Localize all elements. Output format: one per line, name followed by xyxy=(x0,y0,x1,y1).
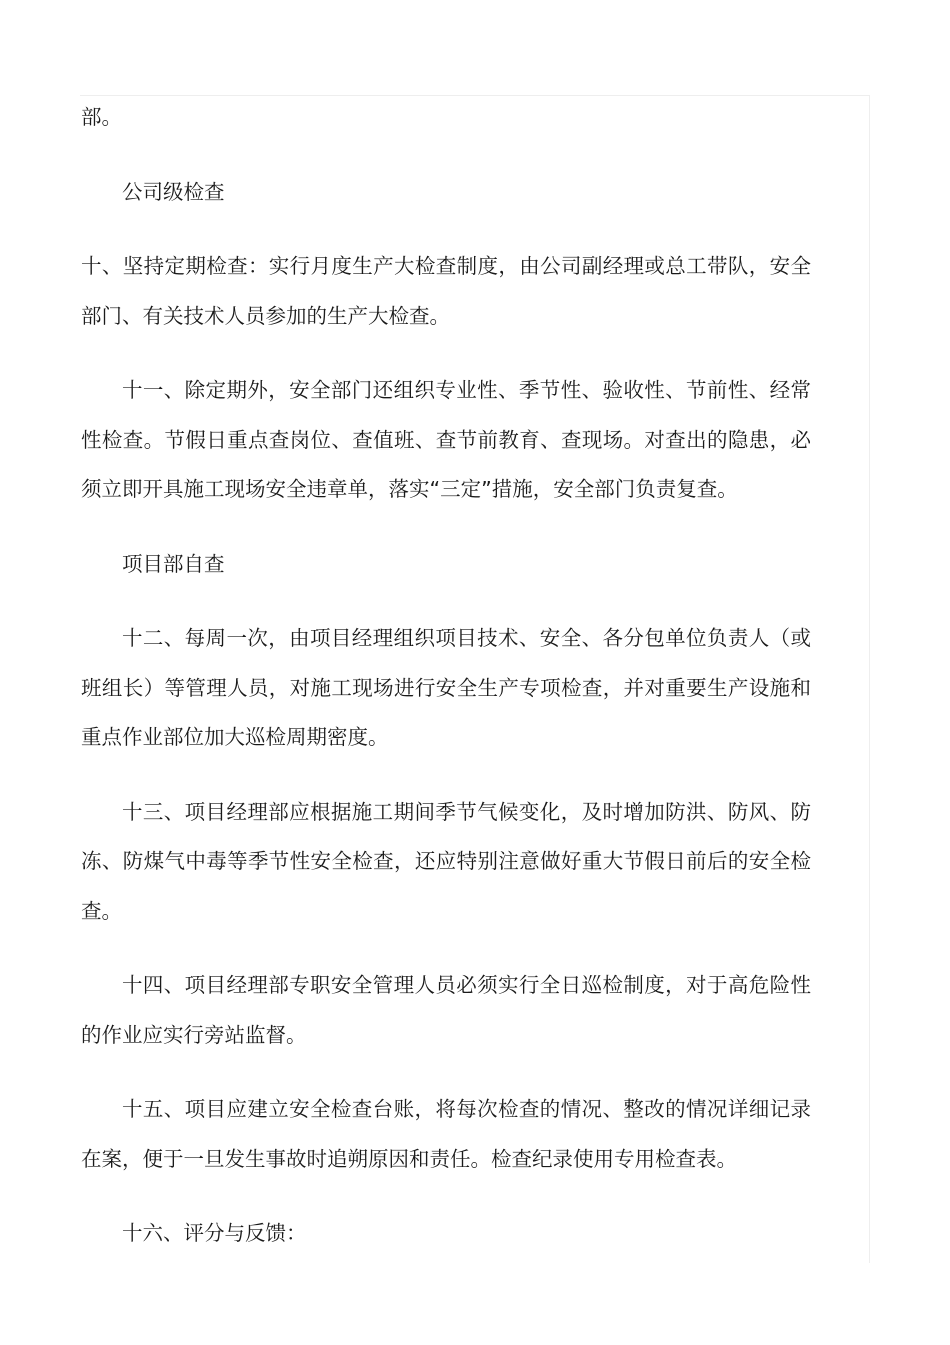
paragraph-continuation: 部。 xyxy=(81,105,122,129)
section-heading-project-self-inspection: 项目部自查 xyxy=(122,551,225,576)
paragraph-item-13: 十三、项目经理部应根据施工期间季节气候变化，及时增加防洪、防风、防冻、防煤气中毒等季节性安全检查，还应特别注意做好重大节假日前后的安全检查。 xyxy=(81,799,811,923)
paragraph-item-16: 十六、评分与反馈： xyxy=(122,1221,307,1245)
paragraph-item-15: 十五、项目应建立安全检查台账，将每次检查的情况、整改的情况详细记录在案，便于一旦发生事故时追朔原因和责任。检查纪录使用专用检查表。 xyxy=(81,1097,811,1171)
paragraph-item-10: 十、坚持定期检查：实行月度生产大检查制度，由公司副经理或总工带队，安全部门、有关技术人员参加的生产大检查。 xyxy=(81,254,811,328)
paragraph-item-14: 十四、项目经理部专职安全管理人员必须实行全日巡检制度，对于高危险性的作业应实行旁站监督。 xyxy=(81,973,811,1047)
paragraph-item-12: 十二、每周一次，由项目经理组织项目技术、安全、各分包单位负责人（或班组长）等管理人员，对施工现场进行安全生产专项检查，并对重要生产设施和重点作业部位加大巡检周期密度。 xyxy=(81,626,811,749)
document-body xyxy=(81,93,811,1284)
paragraph-item-11: 十一、除定期外，安全部门还组织专业性、季节性、验收性、节前性、经常性检查。节假日重点查岗位、查值班、查节前教育、查现场。对查出的隐患，必须立即开具施工现场安全违章单，落实“三定”措施，安全部门负责复查。 xyxy=(81,378,811,501)
page-border-right xyxy=(869,95,870,1263)
section-heading-company-inspection: 公司级检查 xyxy=(122,179,225,204)
